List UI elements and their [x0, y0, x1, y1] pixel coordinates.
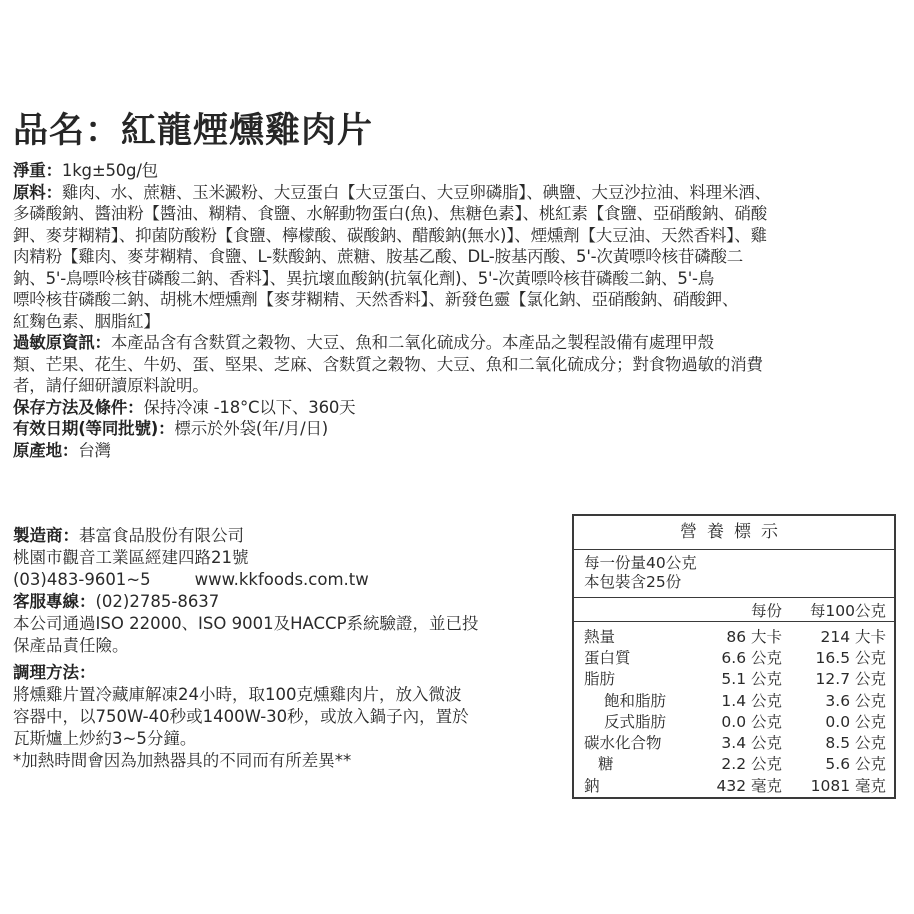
- certification-line: 保產品責任險。: [13, 636, 129, 655]
- ingredients-line: 多磷酸鈉、醬油粉【醬油、糊精、食鹽、水解動物蛋白(魚)、焦糖色素】、桃紅素【食鹽、亞硝酸鈉、硝酸: [13, 204, 768, 223]
- nutrition-row: 反式脂肪 0.0 公克 0.0 公克: [604, 712, 886, 731]
- cooking-label: 調理方法：: [13, 663, 96, 682]
- manufacturer-address: 桃園市觀音工業區經建四路21號: [13, 548, 249, 567]
- nutrition-row: 蛋白質 6.6 公克 16.5 公克: [584, 648, 886, 667]
- manufacturer-phone: (03)483-9601~5: [13, 570, 151, 589]
- net-weight: [13, 160, 903, 182]
- manufacturer-website[interactable]: www.kkfoods.com.tw: [194, 570, 369, 589]
- cooking-line: 容器中，以750W-40秒或1400W-30秒，或放入鍋子內，置於: [13, 707, 469, 726]
- ingredients-line: 鈉、5'-鳥嘌呤核苷磷酸二鈉、香料】、異抗壞血酸鈉(抗氧化劑)、5'-次黃嘌呤核苷磷酸二鈉、5'-鳥: [13, 268, 715, 288]
- expiry-value: 標示於外袋(年/月/日): [174, 419, 328, 438]
- service-label: 客服專線：: [13, 592, 96, 611]
- col-per-100g: 每100公克: [809, 601, 886, 620]
- net-weight-value: 1kg±50g/包: [61, 161, 158, 180]
- servings-per-pack: 本包裝含25份: [584, 573, 682, 591]
- nutrition-row: 碳水化合物 3.4 公克 8.5 公克: [584, 734, 886, 753]
- nutrition-row: 飽和脂肪 1.4 公克 3.6 公克: [604, 691, 886, 710]
- nutrition-row: 熱量 86 大卡 214 大卡: [584, 627, 886, 646]
- allergen-line: 本產品含有含麩質之穀物、大豆、魚和二氧化硫成分。本產品之製程設備有處理甲殼: [110, 333, 714, 352]
- storage-label: 保存方法及條件：: [13, 397, 144, 417]
- service-phone: (02)2785-8637: [95, 592, 220, 611]
- expiry-label: 有效日期(等同批號)：: [13, 419, 175, 438]
- nutrition-facts-table: [572, 514, 896, 799]
- cooking-line: 將燻雞片置冷藏庫解凍24小時，取100克燻雞肉片，放入微波: [13, 685, 462, 704]
- col-per-serving: 每份: [750, 601, 782, 620]
- nutrition-header: 營養標示: [574, 516, 894, 550]
- nutrition-row: 鈉 432 毫克 1081 毫克: [584, 776, 886, 795]
- nutrition-row: 糖 2.2 公克 5.6 公克: [598, 755, 886, 774]
- allergen-line: 者，請仔細研讀原料說明。: [13, 376, 209, 395]
- nutrition-row: 脂肪 5.1 公克 12.7 公克: [584, 670, 886, 689]
- expiry: [13, 418, 903, 440]
- ingredients-line: 雞肉、水、蔗糖、玉米澱粉、大豆蛋白【大豆蛋白、大豆卵磷脂】、碘鹽、大豆沙拉油、料理米酒、: [61, 182, 771, 202]
- serving-size: 每一份量40公克: [584, 554, 697, 572]
- company-info: [13, 525, 563, 772]
- label-details: [13, 160, 903, 461]
- net-weight-label: 淨重：: [13, 161, 62, 180]
- product-title: 品名：紅龍煙燻雞肉片: [13, 111, 374, 151]
- ingredients-line: 鉀、麥芽糊精】、抑菌防酸粉【食鹽、檸檬酸、碳酸鈉、醋酸鈉(無水)】、煙燻劑【大豆油、天然香料】、雞: [13, 225, 767, 245]
- storage: [13, 397, 903, 419]
- origin-value: 台灣: [78, 440, 111, 460]
- ingredients-label: 原料：: [13, 182, 62, 202]
- nutrition-column-headers: [574, 598, 894, 622]
- ingredients: [13, 182, 903, 333]
- storage-value: 保持冷凍 -18°C以下、360天: [143, 397, 356, 417]
- allergen-info: [13, 332, 903, 397]
- ingredients-line: 嘌呤核苷磷酸二鈉、胡桃木煙燻劑【麥芽糊精、天然香料】、新發色靈【氯化鈉、亞硝酸鈉、硝酸鉀、: [13, 290, 739, 309]
- manufacturer-name: 碁富食品股份有限公司: [79, 526, 244, 545]
- origin-label: 原產地：: [13, 440, 79, 460]
- cooking-note: *加熱時間會因為加熱器具的不同而有所差異**: [13, 751, 352, 770]
- allergen-label: 過敏原資訊：: [13, 333, 111, 352]
- allergen-line: 類、芒果、花生、牛奶、蛋、堅果、芝麻、含麩質之穀物、大豆、魚和二氧化硫成分；對食物過敏的消費: [13, 354, 763, 374]
- manufacturer-label: 製造商：: [13, 526, 79, 545]
- certification-line: 本公司通過ISO 22000、ISO 9001及HACCP系統驗證，並已投: [13, 614, 479, 633]
- ingredients-line: 肉精粉【雞肉、麥芽糊精、食鹽、L-麩酸鈉、蔗糖、胺基乙酸、DL-胺基丙酸、5'-次黃嘌呤核苷磷酸二: [13, 247, 744, 266]
- origin: [13, 440, 903, 462]
- serving-info: [574, 550, 894, 598]
- ingredients-line: 紅麴色素、胭脂紅】: [13, 311, 160, 331]
- cooking-line: 瓦斯爐上炒約3~5分鐘。: [13, 729, 197, 748]
